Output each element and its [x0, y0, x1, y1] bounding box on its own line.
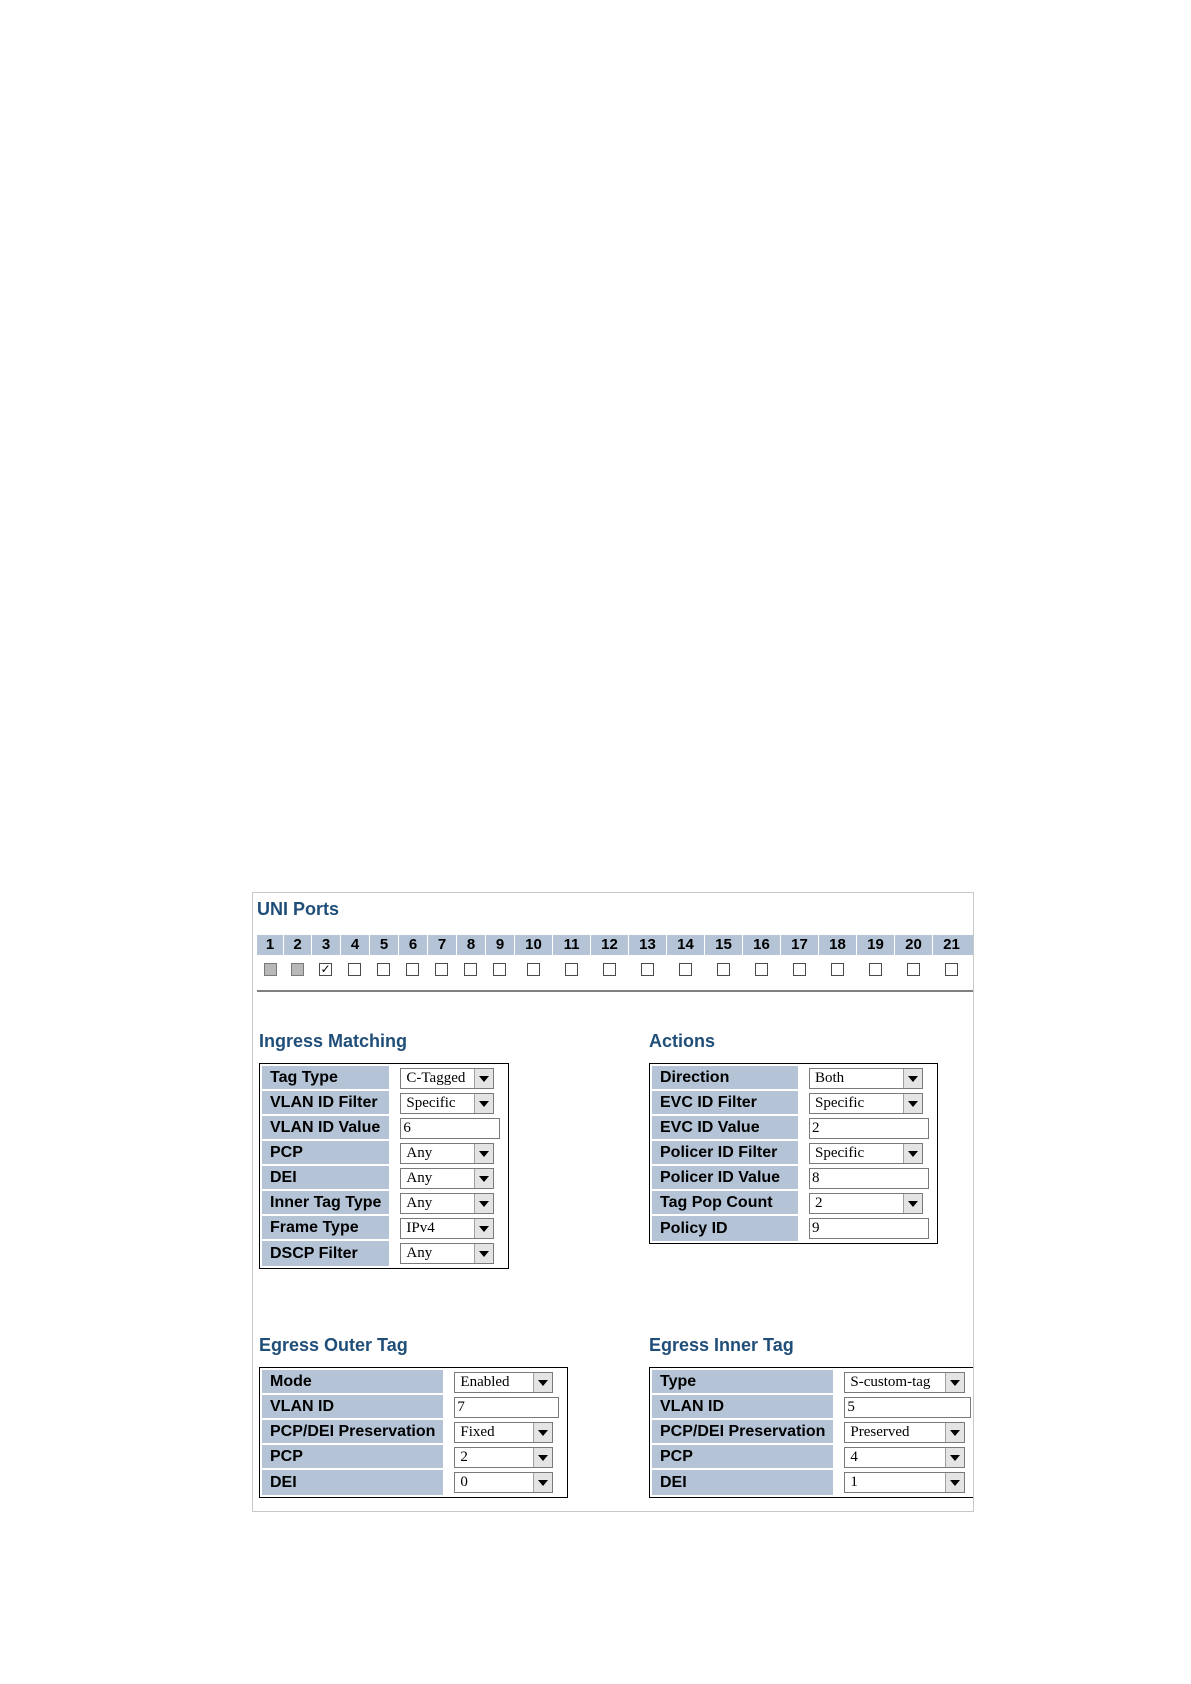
- uni-ports-title: UNI Ports: [257, 899, 340, 919]
- evc-id-filter-selected-value: Specific: [815, 1095, 865, 1111]
- port-checkbox-15[interactable]: [717, 963, 730, 976]
- dropdown-arrow-icon[interactable]: [474, 1169, 493, 1188]
- field-value-cell: [391, 1191, 506, 1216]
- egress-outer-tag-title: Egress Outer Tag: [259, 1335, 408, 1355]
- dropdown-arrow-icon[interactable]: [474, 1144, 493, 1163]
- egress-outer-row-pcp: [262, 1445, 565, 1470]
- dropdown-arrow-icon[interactable]: [903, 1069, 922, 1088]
- dei-select[interactable]: [454, 1472, 553, 1493]
- egress-outer-row-mode: [262, 1370, 565, 1395]
- port-checkbox-11[interactable]: [565, 963, 578, 976]
- port-cell-18: [818, 963, 856, 976]
- port-header-20: 20: [894, 935, 932, 955]
- dei-selected-value: Any: [406, 1170, 433, 1186]
- port-header-3: 3: [311, 935, 340, 955]
- port-header-19: 19: [856, 935, 894, 955]
- field-value-cell: [835, 1370, 974, 1395]
- field-value-cell: [800, 1191, 935, 1216]
- port-header-13: 13: [628, 935, 666, 955]
- dei-selected-value: 1: [850, 1474, 858, 1490]
- port-cell-15: [704, 963, 742, 976]
- tag-pop-count-select[interactable]: [809, 1193, 923, 1214]
- tag-pop-count-selected-value: 2: [815, 1195, 823, 1211]
- port-checkbox-1: [264, 963, 277, 976]
- dropdown-arrow-icon[interactable]: [533, 1373, 552, 1392]
- ingress-row-vlan-id-filter: [262, 1091, 506, 1116]
- ingress-matching-table: [259, 1063, 509, 1269]
- vlan-id-filter-selected-value: Specific: [406, 1095, 456, 1111]
- ingress-row-tag-type: [262, 1066, 506, 1091]
- port-checkbox-8[interactable]: [464, 963, 477, 976]
- field-value-cell: [800, 1091, 935, 1116]
- policy-id-input[interactable]: 9: [809, 1218, 929, 1239]
- triangle-down-icon: [479, 1226, 489, 1232]
- field-label-policy-id: Policy ID: [652, 1216, 800, 1241]
- pcp-dei-preservation-select[interactable]: [844, 1422, 965, 1443]
- field-value-cell: [800, 1166, 935, 1191]
- field-value-cell: [835, 1470, 974, 1495]
- evc-id-value-input[interactable]: 2: [809, 1118, 929, 1139]
- mode-selected-value: Enabled: [460, 1374, 510, 1390]
- port-cell-11: [552, 963, 590, 976]
- pcp-selected-value: Any: [406, 1145, 433, 1161]
- dropdown-arrow-icon[interactable]: [903, 1144, 922, 1163]
- ingress-row-inner-tag-type: [262, 1191, 506, 1216]
- triangle-down-icon: [950, 1480, 960, 1486]
- field-label-dei: DEI: [652, 1470, 835, 1495]
- field-label-direction: Direction: [652, 1066, 800, 1091]
- field-value-cell: [800, 1141, 935, 1166]
- field-label-mode: Mode: [262, 1370, 445, 1395]
- port-header-11: 11: [552, 935, 590, 955]
- dropdown-arrow-icon[interactable]: [533, 1448, 552, 1467]
- port-checkbox-16[interactable]: [755, 963, 768, 976]
- field-value-cell: [445, 1470, 565, 1495]
- inner-tag-type-select[interactable]: [400, 1193, 494, 1214]
- port-checkbox-4[interactable]: [348, 963, 361, 976]
- port-cell-16: [742, 963, 780, 976]
- egress-inner-row-type: [652, 1370, 974, 1395]
- egress-inner-row-dei: [652, 1470, 974, 1495]
- port-header-14: 14: [666, 935, 704, 955]
- egress-inner-tag-table: [649, 1367, 974, 1498]
- field-label-type: Type: [652, 1370, 835, 1395]
- port-cell-2: [283, 963, 311, 976]
- port-cell-9: [485, 963, 514, 976]
- triangle-down-icon: [908, 1151, 918, 1157]
- field-label-vlan-id: VLAN ID: [652, 1395, 835, 1420]
- actions-row-tag-pop-count: [652, 1191, 935, 1216]
- actions-table: [649, 1063, 938, 1244]
- dei-selected-value: 0: [460, 1474, 468, 1490]
- field-value-cell: [800, 1216, 935, 1241]
- triangle-down-icon: [479, 1201, 489, 1207]
- field-value-cell: [391, 1091, 506, 1116]
- field-label-pcp: PCP: [262, 1445, 445, 1470]
- vlan-id-input[interactable]: 5: [844, 1397, 971, 1418]
- port-cell-12: [590, 963, 628, 976]
- ingress-row-vlan-id-value: [262, 1116, 506, 1141]
- field-label-tag-pop-count: Tag Pop Count: [652, 1191, 800, 1216]
- field-value-cell: [391, 1216, 506, 1241]
- field-label-frame-type: Frame Type: [262, 1216, 391, 1241]
- mode-select[interactable]: [454, 1372, 553, 1393]
- triangle-down-icon: [908, 1101, 918, 1107]
- field-label-inner-tag-type: Inner Tag Type: [262, 1191, 391, 1216]
- port-checkbox-17[interactable]: [793, 963, 806, 976]
- egress-outer-row-dei: [262, 1470, 565, 1495]
- field-label-evc-id-filter: EVC ID Filter: [652, 1091, 800, 1116]
- dropdown-arrow-icon[interactable]: [533, 1473, 552, 1492]
- dropdown-arrow-icon[interactable]: [474, 1219, 493, 1238]
- triangle-down-icon: [479, 1151, 489, 1157]
- dropdown-arrow-icon[interactable]: [903, 1094, 922, 1113]
- field-label-policer-id-filter: Policer ID Filter: [652, 1141, 800, 1166]
- dropdown-arrow-icon[interactable]: [474, 1069, 493, 1088]
- port-cell-17: [780, 963, 818, 976]
- dropdown-arrow-icon[interactable]: [945, 1423, 964, 1442]
- port-header-8: 8: [456, 935, 485, 955]
- dropdown-arrow-icon[interactable]: [474, 1194, 493, 1213]
- egress-outer-tag-table: [259, 1367, 568, 1498]
- type-selected-value: S-custom-tag: [850, 1374, 931, 1390]
- triangle-down-icon: [479, 1076, 489, 1082]
- dropdown-arrow-icon[interactable]: [945, 1373, 964, 1392]
- ingress-matching-title: Ingress Matching: [259, 1031, 408, 1051]
- port-header-9: 9: [485, 935, 514, 955]
- dropdown-arrow-icon[interactable]: [533, 1423, 552, 1442]
- check-icon: ✓: [320, 961, 331, 976]
- pcp-select[interactable]: [844, 1447, 965, 1468]
- port-header-7: 7: [427, 935, 456, 955]
- egress-outer-row-pcp-dei-preservation: [262, 1420, 565, 1445]
- policer-id-filter-select[interactable]: [809, 1143, 923, 1164]
- field-label-evc-id-value: EVC ID Value: [652, 1116, 800, 1141]
- triangle-down-icon: [908, 1201, 918, 1207]
- divider: [257, 990, 974, 992]
- triangle-down-icon: [538, 1380, 548, 1386]
- port-header-10: 10: [514, 935, 552, 955]
- triangle-down-icon: [950, 1380, 960, 1386]
- port-checkbox-7[interactable]: [435, 963, 448, 976]
- field-label-pcp: PCP: [262, 1141, 391, 1166]
- ingress-row-dei: [262, 1166, 506, 1191]
- tag-type-selected-value: C-Tagged: [406, 1070, 466, 1086]
- port-header-16: 16: [742, 935, 780, 955]
- uni-ports-table: [257, 935, 974, 983]
- port-cell-1: [257, 963, 283, 976]
- inner-tag-type-selected-value: Any: [406, 1195, 433, 1211]
- field-value-cell: [391, 1166, 506, 1191]
- port-header-5: 5: [369, 935, 398, 955]
- port-header-12: 12: [590, 935, 628, 955]
- field-value-cell: [835, 1420, 974, 1445]
- field-value-cell: [391, 1241, 506, 1266]
- port-cell-19: [856, 963, 894, 976]
- port-cell-6: [398, 963, 427, 976]
- port-checkbox-19[interactable]: [869, 963, 882, 976]
- pcp-dei-preservation-selected-value: Preserved: [850, 1424, 910, 1440]
- actions-row-direction: [652, 1066, 935, 1091]
- field-label-vlan-id-value: VLAN ID Value: [262, 1116, 391, 1141]
- field-value-cell: [445, 1445, 565, 1470]
- port-header-17: 17: [780, 935, 818, 955]
- dropdown-arrow-icon[interactable]: [903, 1194, 922, 1213]
- egress-inner-row-pcp: [652, 1445, 974, 1470]
- egress-inner-row-vlan-id: [652, 1395, 974, 1420]
- policer-id-value-input[interactable]: 8: [809, 1168, 929, 1189]
- pcp-select[interactable]: [400, 1143, 494, 1164]
- port-header-18: 18: [818, 935, 856, 955]
- field-label-policer-id-value: Policer ID Value: [652, 1166, 800, 1191]
- vlan-id-filter-select[interactable]: [400, 1093, 494, 1114]
- port-checkbox-18[interactable]: [831, 963, 844, 976]
- port-header-6: 6: [398, 935, 427, 955]
- triangle-down-icon: [479, 1176, 489, 1182]
- field-value-cell: [391, 1066, 506, 1091]
- direction-selected-value: Both: [815, 1070, 845, 1086]
- port-header-2: 2: [283, 935, 311, 955]
- dropdown-arrow-icon[interactable]: [945, 1473, 964, 1492]
- actions-row-policy-id: [652, 1216, 935, 1241]
- egress-inner-row-pcp-dei-preservation: [652, 1420, 974, 1445]
- port-checkbox-13[interactable]: [641, 963, 654, 976]
- evc-ece-config-panel: [252, 892, 974, 1512]
- frame-type-select[interactable]: [400, 1218, 494, 1239]
- field-value-cell: [391, 1141, 506, 1166]
- field-value-cell: [835, 1445, 974, 1470]
- uni-ports-checkbox-row: [257, 955, 974, 983]
- triangle-down-icon: [479, 1251, 489, 1257]
- dei-select[interactable]: [844, 1472, 965, 1493]
- egress-outer-row-vlan-id: [262, 1395, 565, 1420]
- triangle-down-icon: [908, 1076, 918, 1082]
- triangle-down-icon: [538, 1430, 548, 1436]
- pcp-dei-preservation-select[interactable]: [454, 1422, 553, 1443]
- port-header-21: 21: [932, 935, 970, 955]
- port-checkbox-3[interactable]: [319, 963, 332, 976]
- dropdown-arrow-icon[interactable]: [474, 1244, 493, 1263]
- actions-row-evc-id-filter: [652, 1091, 935, 1116]
- pcp-select[interactable]: [454, 1447, 553, 1468]
- port-cell-14: [666, 963, 704, 976]
- actions-row-evc-id-value: [652, 1116, 935, 1141]
- ingress-row-dscp-filter: [262, 1241, 506, 1266]
- field-value-cell: [445, 1395, 565, 1420]
- type-select[interactable]: [844, 1372, 965, 1393]
- port-cell-20: [894, 963, 932, 976]
- triangle-down-icon: [479, 1101, 489, 1107]
- port-cell-8: [456, 963, 485, 976]
- actions-row-policer-id-value: [652, 1166, 935, 1191]
- port-cell-3: [311, 963, 340, 976]
- dropdown-arrow-icon[interactable]: [945, 1448, 964, 1467]
- vlan-id-value-input[interactable]: 6: [400, 1118, 500, 1139]
- port-header-1: 1: [265, 936, 275, 953]
- field-label-pcp-dei-preservation: PCP/DEI Preservation: [262, 1420, 445, 1445]
- port-cell-7: [427, 963, 456, 976]
- port-cell-13: [628, 963, 666, 976]
- port-header-4: 4: [340, 935, 369, 955]
- triangle-down-icon: [538, 1455, 548, 1461]
- dei-select[interactable]: [400, 1168, 494, 1189]
- vlan-id-input[interactable]: 7: [454, 1397, 559, 1418]
- ingress-row-frame-type: [262, 1216, 506, 1241]
- field-value-cell: [391, 1116, 506, 1141]
- field-value-cell: [445, 1420, 565, 1445]
- port-checkbox-9[interactable]: [493, 963, 506, 976]
- dropdown-arrow-icon[interactable]: [474, 1094, 493, 1113]
- evc-id-filter-select[interactable]: [809, 1093, 923, 1114]
- pcp-selected-value: 4: [850, 1449, 858, 1465]
- field-label-tag-type: Tag Type: [262, 1066, 391, 1091]
- field-label-dei: DEI: [262, 1470, 445, 1495]
- egress-inner-tag-title: Egress Inner Tag: [649, 1335, 794, 1355]
- port-cell-21: [932, 963, 970, 976]
- ingress-row-pcp: [262, 1141, 506, 1166]
- actions-title: Actions: [649, 1031, 716, 1051]
- direction-select[interactable]: [809, 1068, 923, 1089]
- port-checkbox-5[interactable]: [377, 963, 390, 976]
- dscp-filter-selected-value: Any: [406, 1245, 433, 1261]
- field-label-pcp: PCP: [652, 1445, 835, 1470]
- field-value-cell: [445, 1370, 565, 1395]
- port-header-15: 15: [704, 935, 742, 955]
- field-label-dei: DEI: [262, 1166, 391, 1191]
- port-cell-5: [369, 963, 398, 976]
- port-checkbox-12[interactable]: [603, 963, 616, 976]
- port-cell-10: [514, 963, 552, 976]
- tag-type-select[interactable]: [400, 1068, 494, 1089]
- field-label-dscp-filter: DSCP Filter: [262, 1241, 391, 1266]
- field-value-cell: [800, 1116, 935, 1141]
- field-label-pcp-dei-preservation: PCP/DEI Preservation: [652, 1420, 835, 1445]
- frame-type-selected-value: IPv4: [406, 1220, 435, 1236]
- field-label-vlan-id: VLAN ID: [262, 1395, 445, 1420]
- triangle-down-icon: [950, 1455, 960, 1461]
- triangle-down-icon: [538, 1480, 548, 1486]
- field-label-vlan-id-filter: VLAN ID Filter: [262, 1091, 391, 1116]
- pcp-dei-preservation-selected-value: Fixed: [460, 1424, 495, 1440]
- pcp-selected-value: 2: [460, 1449, 468, 1465]
- uni-ports-header-row: [257, 935, 974, 955]
- field-value-cell: [835, 1395, 974, 1420]
- port-checkbox-21[interactable]: [945, 963, 958, 976]
- triangle-down-icon: [950, 1430, 960, 1436]
- port-checkbox-10[interactable]: [527, 963, 540, 976]
- field-value-cell: [800, 1066, 935, 1091]
- port-checkbox-20[interactable]: [907, 963, 920, 976]
- port-cell-4: [340, 963, 369, 976]
- policer-id-filter-selected-value: Specific: [815, 1145, 865, 1161]
- port-checkbox-2: [291, 963, 304, 976]
- port-checkbox-14[interactable]: [679, 963, 692, 976]
- dscp-filter-select[interactable]: [400, 1243, 494, 1264]
- port-checkbox-6[interactable]: [406, 963, 419, 976]
- actions-row-policer-id-filter: [652, 1141, 935, 1166]
